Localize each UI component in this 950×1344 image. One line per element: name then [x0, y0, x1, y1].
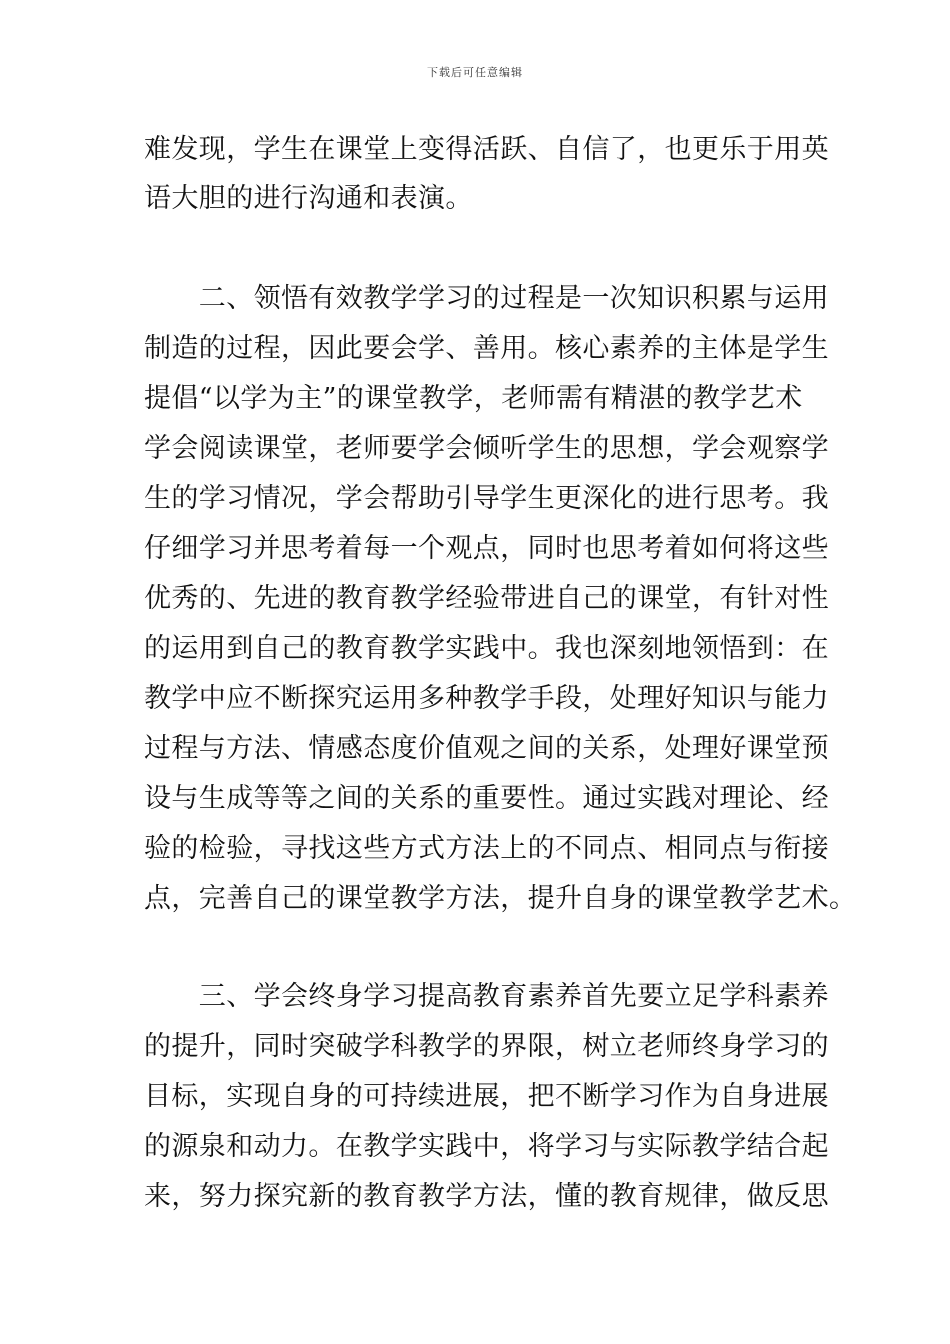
paragraph-2-line-4: 学会阅读课堂，老师要学会倾听学生的思想，学会观察学 [144, 433, 829, 464]
paragraph-2-line-8: 的运用到自己的教育教学实践中。我也深刻地领悟到：在 [144, 633, 829, 664]
paragraph-2-line-11: 设与生成等等之间的关系的重要性。通过实践对理论、经 [144, 783, 829, 814]
paragraph-1-line-2: 语大胆的进行沟通和表演。 [144, 183, 473, 214]
paragraph-2-line-13: 点，完善自己的课堂教学方法，提升自身的课堂教学艺术。 [144, 883, 857, 914]
paragraph-2-line-5: 生的学习情况，学会帮助引导学生更深化的进行思考。我 [144, 483, 829, 514]
paragraph-2-line-7: 优秀的、先进的教育教学经验带进自己的课堂，有针对性 [144, 583, 829, 614]
paragraph-3-line-3: 目标，实现自身的可持续进展，把不断学习作为自身进展 [144, 1081, 829, 1112]
paragraph-1-line-1: 难发现，学生在课堂上变得活跃、自信了，也更乐于用英 [144, 134, 829, 165]
paragraph-2-line-10: 过程与方法、情感态度价值观之间的关系，处理好课堂预 [144, 733, 829, 764]
paragraph-2-line-2: 制造的过程，因此要会学、善用。核心素养的主体是学生 [144, 333, 829, 364]
paragraph-2-line-1: 二、领悟有效教学学习的过程是一次知识积累与运用 [144, 283, 829, 314]
paragraph-3-line-2: 的提升，同时突破学科教学的界限，树立老师终身学习的 [144, 1031, 829, 1062]
page-header-note: 下载后可任意编辑 [427, 66, 523, 79]
paragraph-3-line-4: 的源泉和动力。在教学实践中，将学习与实际教学结合起 [144, 1131, 829, 1162]
paragraph-2-line-12: 验的检验，寻找这些方式方法上的不同点、相同点与衔接 [144, 833, 829, 864]
paragraph-2-line-6: 仔细学习并思考着每一个观点，同时也思考着如何将这些 [144, 533, 829, 564]
paragraph-2-line-3: 提倡“以学为主”的课堂教学，老师需有精湛的教学艺术 [144, 383, 803, 414]
paragraph-3-line-1: 三、学会终身学习提高教育素养首先要立足学科素养 [144, 981, 829, 1012]
paragraph-3-line-5: 来，努力探究新的教育教学方法，懂的教育规律，做反思 [144, 1181, 829, 1212]
paragraph-2-line-9: 教学中应不断探究运用多种教学手段，处理好知识与能力 [144, 683, 829, 714]
